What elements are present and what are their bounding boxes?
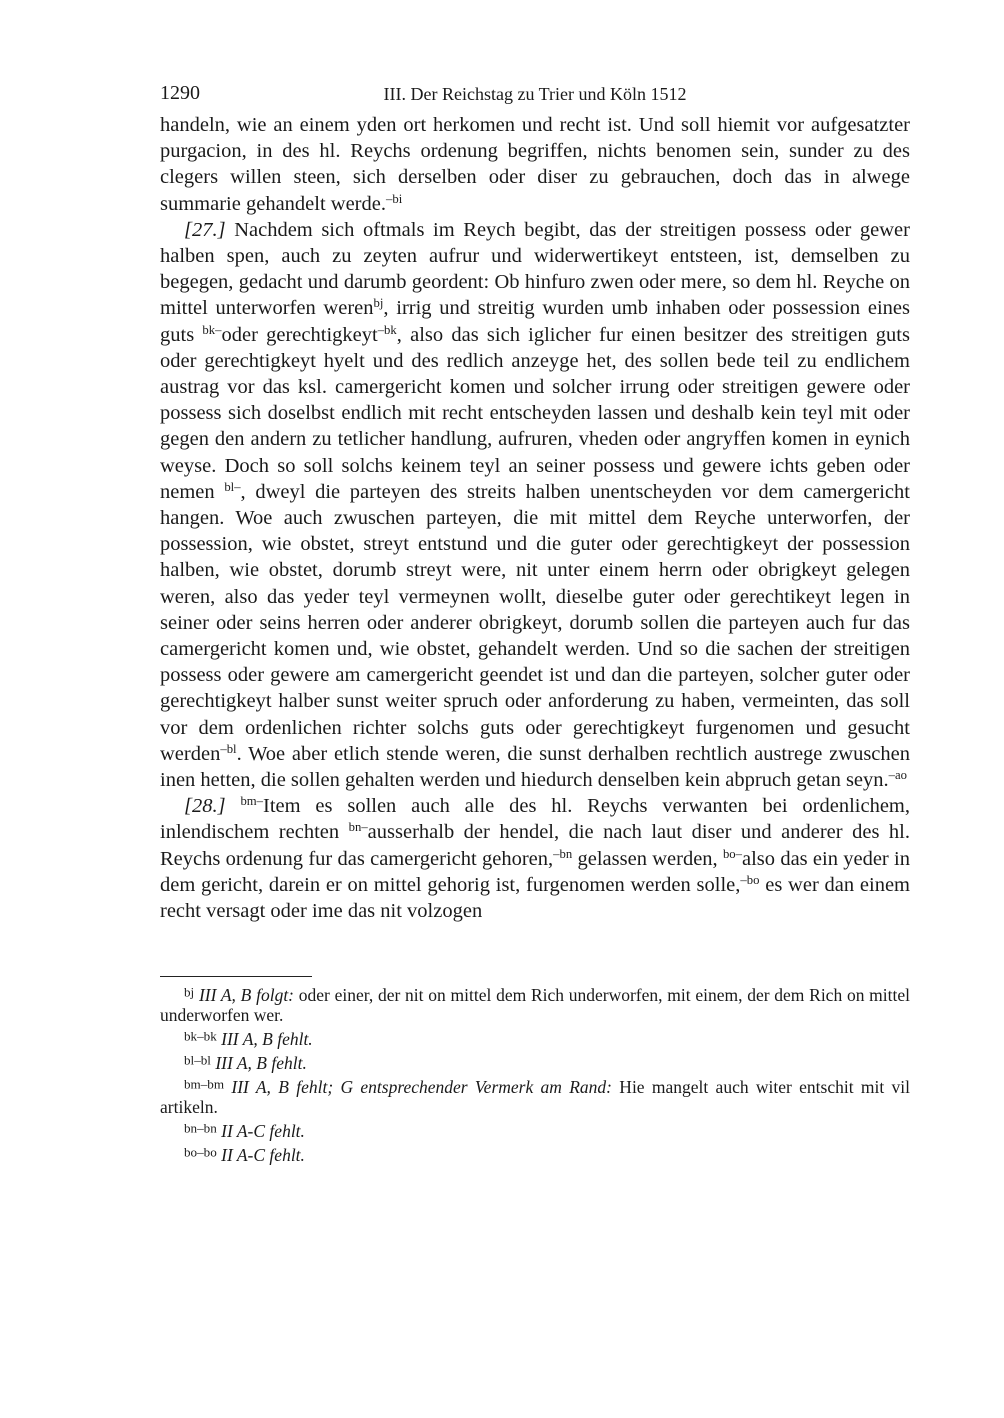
paragraph-27: [27.] Nachdem sich oftmals im Reych begibt, das der streitigen possess oder gewer halben spen, auch zu zeyten aufrur und widerwertikeyt entsteen, ist, demselben zu begegen, gedacht und darumb geordent: Ob hinfuro zwen oder mere, so dem hl. Reyche on mittel unterworfen weren$^{bj}$, irrig und streitig wurden umb inhaben oder possession eines guts $^{bk-}$oder gerechtigkeyt$^{-bk}$, also das sich iglicher fur einen besitzer des streitigen guts oder gerechtigkeyt hyelt und des redlich anzeyge het, des sollen bede teil zu endlichem austrag vor das ksl. camergericht komen und solcher irrung oder streitigen gewere oder possess sich doselbst endlich mit recht entscheyden lassen und deshalb kein teyl mit oder gegen den andern zu tetlicher handlung, aufruren, vheden oder angryffen komen in eynich weyse. Doch so soll solchs keinem teyl an seiner possess und gewere ichts geben oder nemen $^{bl-}$, dweyl die parteyen des streits halben unentscheyden vor dem camergericht hangen. Woe auch zwuschen parteyen, die mit mittel dem Reyche unterworfen, der possession, wie obstet, streyt entstund und die guter oder gerechtigkeyt der possession halben, wie obstet, dorumb streyt were, nit unter einem herrn oder obrigkeyt gelegen weren, also das yeder teyl vermeynen wollt, dieselbe guter oder gerechtikeyt legen in seiner oder seins herren oder anderer obrigkeyt, dorumb sollen die parteyen auch fur das camergericht komen und, wie obstet, gehandelt werden. Und so die sachen der streitigen possess oder gewere am camergericht geendet ist und dan die parteyen, solcher guter oder gerechtigkeyt halber sunst weiter spruch oder anforderung zu haben, vermeinten, das soll vor dem ordenlichen richter solchs guts oder gerechtigkeyt furgenomen und gesucht werden$^{-bl}$. Woe aber etlich stende weren, die sunst derhalben rechtlich austrege zwuschen inen hetten, die sollen gehalten werden und hiedurch denselben kein abpruch getan seyn.$^{-ao}$ (160, 218, 910, 792)
footnote-divider (160, 976, 312, 977)
page-header (160, 78, 910, 112)
note-marker: –ao (888, 768, 907, 783)
note-marker: –bl (220, 741, 237, 756)
running-title: III. Der Reichstag zu Trier und Köln 1512 (383, 84, 687, 104)
footnote-mark: bj (184, 984, 195, 1000)
note-marker: bn– (348, 820, 368, 835)
footnote-mark: bk–bk (184, 1028, 217, 1044)
page (160, 78, 910, 1169)
main-text (160, 112, 910, 924)
page-number: 1290 (160, 82, 200, 104)
footnote-mark: bn–bn (184, 1120, 217, 1136)
footnote: $^{bn-bn}$ II A-C fehlt. (184, 1120, 305, 1142)
footnote-mark: bo–bo (184, 1144, 217, 1160)
footnotes (160, 985, 910, 1165)
note-marker: bm– (240, 794, 264, 809)
note-marker: –bk (377, 322, 397, 337)
footnote: $^{bl-bl}$ III A, B fehlt. (184, 1052, 307, 1074)
article-number: [27.] (184, 218, 226, 241)
footnote-mark: bl–bl (184, 1052, 211, 1068)
paragraph-26-end: handeln, wie an einem yden ort herkomen und recht ist. Und soll hiemit vor aufgesatzter purgacion, in des hl. Reychs ordenung begriffen, nichts benomen sein, sunder zu des clegers willen steen, sich derselben oder diser zu gebrauchen, doch das in alwege summarie gehandelt werde.$^{-bi}$ (160, 114, 910, 215)
note-marker: –bi (385, 191, 403, 206)
note-marker: bk– (202, 322, 222, 337)
note-marker: bj (373, 296, 384, 311)
footnote: $^{bj}$ III A, B folgt: oder einer, der nit on mittel dem Rich underworfen, mit einem, der dem Rich on mittel underworfen wer. (160, 984, 911, 1026)
footnote: $^{bo-bo}$ II A-C fehlt. (184, 1144, 305, 1166)
note-marker: –bn (553, 846, 573, 861)
article-number: [28.] (184, 795, 226, 818)
footnote-mark: bm–bm (184, 1076, 225, 1092)
footnote: $^{bk-bk}$ III A, B fehlt. (184, 1028, 313, 1050)
paragraph-28: [28.] $^{bm-}$Item es sollen auch alle des hl. Reychs verwanten bei ordenlichem, inlendischem rechten $^{bn-}$ausserhalb der hendel, die nach laut diser und anderer des hl. Reychs ordenung fur das camergericht gehoren,$^{-bn}$ gelassen werden, $^{bo-}$also das ein yeder in dem gericht, darein er on mittel gehorig ist, furgenomen werden solle,$^{-bo}$ es wer dan einem recht versagt oder ime das nit volzogen (160, 794, 911, 923)
note-marker: –bo (740, 872, 760, 887)
note-marker: bo– (722, 846, 743, 861)
footnote: $^{bm-bm}$ III A, B fehlt; G entsprechender Vermerk am Rand: Hie mangelt auch witer entschit mit vil artikeln. (160, 1076, 911, 1118)
note-marker: bl– (224, 479, 241, 494)
